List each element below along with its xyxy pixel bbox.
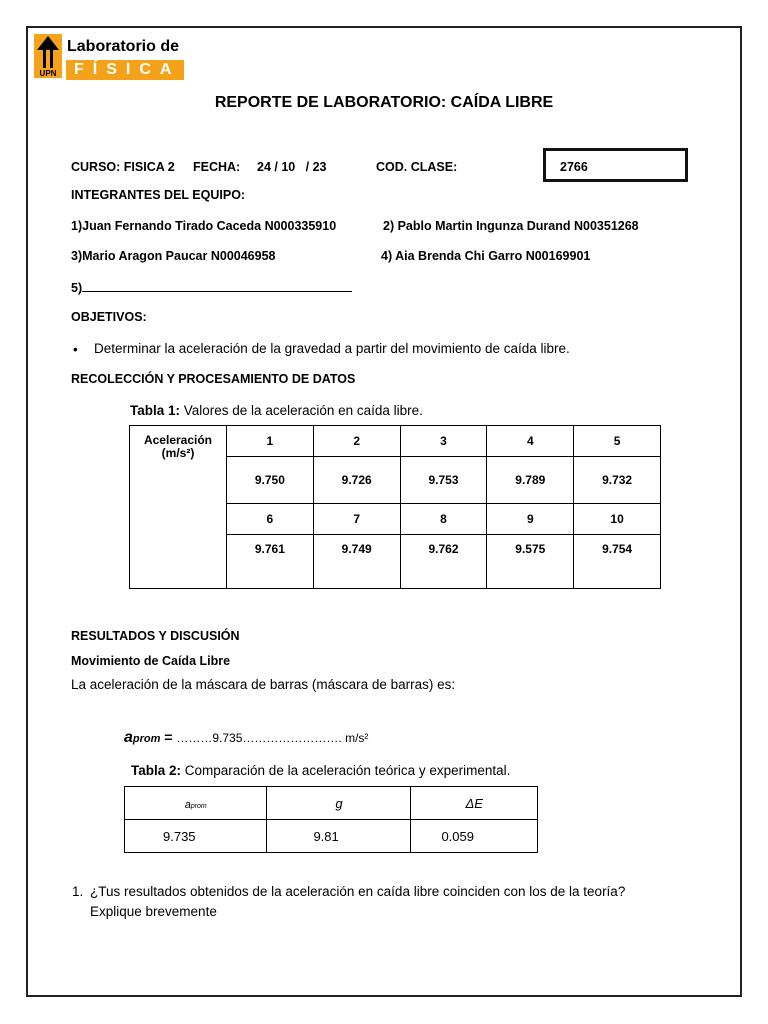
- table2-caption-bold: Tabla 2:: [131, 763, 182, 778]
- page-title: REPORTE DE LABORATORIO: CAÍDA LIBRE: [214, 94, 554, 111]
- upn-logo-icon: [34, 34, 62, 78]
- header-aprom-symbol: a: [184, 798, 191, 811]
- logo-abbr: UPN: [39, 69, 57, 78]
- table1-caption-text: Valores de la aceleración en caída libre.: [180, 403, 423, 418]
- fecha-label: FECHA:: [193, 160, 241, 174]
- value-aprom: 9.735: [125, 820, 267, 853]
- datos-heading: RECOLECCIÓN Y PROCESAMIENTO DE DATOS: [71, 372, 356, 386]
- table1-caption-bold: Tabla 1:: [130, 403, 181, 418]
- aprom-sub: prom: [132, 733, 161, 745]
- value-cell: 9.789: [487, 457, 574, 504]
- index-cell: 10: [574, 504, 661, 535]
- logo-line1: Laboratorio de: [67, 38, 180, 55]
- aprom-symbol: a: [124, 729, 133, 746]
- index-cell: 1: [227, 426, 314, 457]
- row-label-2: (m/s²): [161, 446, 195, 460]
- curso-label: CURSO: FISICA 2: [71, 160, 175, 174]
- objetivo-text: Determinar la aceleración de la gravedad a partir del movimiento de caída libre.: [94, 341, 570, 356]
- logo-line2: FÍSICA: [74, 61, 181, 78]
- value-cell: 9.753: [400, 457, 487, 504]
- index-cell: 2: [313, 426, 400, 457]
- resultados-subheading: Movimiento de Caída Libre: [71, 654, 231, 668]
- team-heading: INTEGRANTES DEL EQUIPO:: [71, 188, 246, 202]
- cod-clase-label: COD. CLASE:: [376, 160, 458, 174]
- table1-caption: [130, 403, 423, 418]
- aprom-line: [124, 729, 368, 747]
- resultados-text: La aceleración de la máscara de barras (máscara de barras) es:: [71, 677, 456, 692]
- fecha-value: 24 / 10 / 23: [257, 160, 327, 174]
- value-cell: 9.749: [313, 535, 400, 589]
- question-line2: Explique brevemente: [90, 904, 217, 919]
- header-delta-e-text: ΔE: [465, 795, 483, 811]
- team-member-2: 2) Pablo Martin Ingunza Durand N00351268: [383, 219, 639, 233]
- value-cell: 9.761: [227, 535, 314, 589]
- index-cell: 9: [487, 504, 574, 535]
- value-g: 9.81: [267, 820, 411, 853]
- header-g: [267, 787, 411, 820]
- team-member-5-label: 5): [71, 281, 83, 295]
- header-g-text: g: [335, 795, 343, 811]
- value-cell: 9.575: [487, 535, 574, 589]
- aprom-value: ………9.735……………………. m/s²: [176, 731, 369, 745]
- objetivos-heading: OBJETIVOS:: [71, 310, 147, 324]
- header-delta-e: [411, 787, 538, 820]
- value-cell: 9.726: [313, 457, 400, 504]
- value-delta-e: 0.059: [411, 820, 538, 853]
- acceleration-table: [129, 425, 661, 589]
- header-aprom-sub: prom: [190, 802, 207, 810]
- table2-caption: [131, 763, 510, 778]
- row-label-1: Aceleración: [143, 433, 213, 447]
- cod-clase-value: 2766: [560, 160, 588, 174]
- blank-line: [82, 279, 352, 292]
- value-cell: 9.750: [227, 457, 314, 504]
- index-cell: 4: [487, 426, 574, 457]
- value-cell: 9.732: [574, 457, 661, 504]
- value-cell: 9.762: [400, 535, 487, 589]
- header-aprom: [125, 787, 267, 820]
- bullet-dot: •: [73, 342, 78, 357]
- aprom-eq: =: [160, 729, 177, 745]
- comparison-table: [124, 786, 538, 853]
- table2-caption-text: Comparación de la aceleración teórica y experimental.: [181, 763, 511, 778]
- value-cell: 9.754: [574, 535, 661, 589]
- row-label: [130, 426, 227, 589]
- resultados-heading: RESULTADOS Y DISCUSIÓN: [71, 629, 240, 643]
- index-cell: 7: [313, 504, 400, 535]
- index-cell: 3: [400, 426, 487, 457]
- logo-bar: [66, 60, 184, 80]
- team-member-4: 4) Aia Brenda Chi Garro N00169901: [381, 249, 591, 263]
- question-line1: ¿Tus resultados obtenidos de la aceleración en caída libre coinciden con los de la teoría?: [90, 884, 626, 899]
- index-cell: 8: [400, 504, 487, 535]
- team-member-5: [71, 279, 352, 295]
- index-cell: 5: [574, 426, 661, 457]
- team-member-1: 1)Juan Fernando Tirado Caceda N000335910: [71, 219, 337, 233]
- team-member-3: 3)Mario Aragon Paucar N00046958: [71, 249, 276, 263]
- question-number: 1.: [72, 884, 84, 899]
- index-cell: 6: [227, 504, 314, 535]
